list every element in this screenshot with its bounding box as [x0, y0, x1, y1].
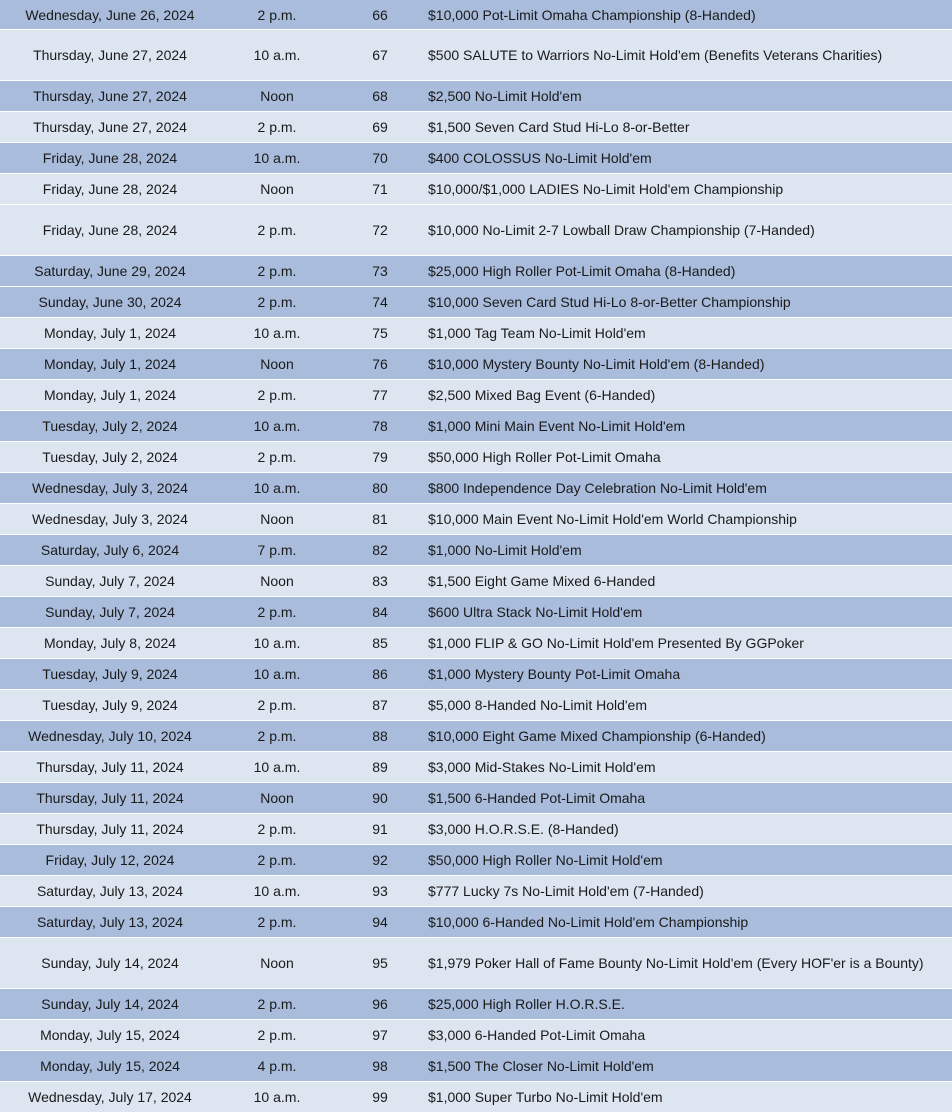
- event-time: 10 a.m.: [220, 752, 334, 783]
- event-time: 2 p.m.: [220, 907, 334, 938]
- event-date: Monday, July 15, 2024: [0, 1020, 220, 1051]
- event-date: Thursday, June 27, 2024: [0, 30, 220, 81]
- event-number: 87: [334, 690, 426, 721]
- event-date: Friday, June 28, 2024: [0, 143, 220, 174]
- event-name: $10,000 6-Handed No-Limit Hold'em Championship: [426, 907, 952, 938]
- event-name: $3,000 Mid-Stakes No-Limit Hold'em: [426, 752, 952, 783]
- event-time: Noon: [220, 566, 334, 597]
- event-name: $1,000 Mini Main Event No-Limit Hold'em: [426, 411, 952, 442]
- event-name: $1,000 FLIP & GO No-Limit Hold'em Presented By GGPoker: [426, 628, 952, 659]
- event-time: 2 p.m.: [220, 442, 334, 473]
- event-name: $50,000 High Roller No-Limit Hold'em: [426, 845, 952, 876]
- event-name: $1,500 Eight Game Mixed 6-Handed: [426, 566, 952, 597]
- table-row: [0, 112, 952, 143]
- event-name: $3,000 6-Handed Pot-Limit Omaha: [426, 1020, 952, 1051]
- event-name: $2,500 Mixed Bag Event (6-Handed): [426, 380, 952, 411]
- table-row: [0, 876, 952, 907]
- event-date: Thursday, July 11, 2024: [0, 814, 220, 845]
- event-name: $5,000 8-Handed No-Limit Hold'em: [426, 690, 952, 721]
- event-date: Saturday, July 13, 2024: [0, 907, 220, 938]
- event-time: Noon: [220, 783, 334, 814]
- event-time: 10 a.m.: [220, 30, 334, 81]
- event-time: 2 p.m.: [220, 845, 334, 876]
- event-name: $1,979 Poker Hall of Fame Bounty No-Limit Hold'em (Every HOF'er is a Bounty): [426, 938, 952, 989]
- event-number: 69: [334, 112, 426, 143]
- event-number: 93: [334, 876, 426, 907]
- table-row: [0, 256, 952, 287]
- table-row: [0, 783, 952, 814]
- event-time: 10 a.m.: [220, 1082, 334, 1113]
- event-number: 84: [334, 597, 426, 628]
- event-number: 68: [334, 81, 426, 112]
- event-date: Sunday, July 7, 2024: [0, 566, 220, 597]
- table-row: [0, 814, 952, 845]
- event-time: 10 a.m.: [220, 628, 334, 659]
- table-row: [0, 628, 952, 659]
- event-name: $10,000 Mystery Bounty No-Limit Hold'em (8-Handed): [426, 349, 952, 380]
- event-date: Friday, June 28, 2024: [0, 205, 220, 256]
- table-row: [0, 1051, 952, 1082]
- event-name: $1,000 Tag Team No-Limit Hold'em: [426, 318, 952, 349]
- event-time: Noon: [220, 938, 334, 989]
- table-row: [0, 659, 952, 690]
- event-time: 2 p.m.: [220, 1020, 334, 1051]
- event-time: 7 p.m.: [220, 535, 334, 566]
- event-number: 81: [334, 504, 426, 535]
- table-row: [0, 845, 952, 876]
- table-row: [0, 752, 952, 783]
- event-time: Noon: [220, 504, 334, 535]
- event-number: 74: [334, 287, 426, 318]
- event-name: $500 SALUTE to Warriors No-Limit Hold'em (Benefits Veterans Charities): [426, 30, 952, 81]
- event-date: Monday, July 1, 2024: [0, 318, 220, 349]
- event-number: 96: [334, 989, 426, 1020]
- event-name: $1,000 Mystery Bounty Pot-Limit Omaha: [426, 659, 952, 690]
- event-name: $2,500 No-Limit Hold'em: [426, 81, 952, 112]
- table-row: [0, 566, 952, 597]
- event-time: 10 a.m.: [220, 318, 334, 349]
- table-row: [0, 143, 952, 174]
- table-row: [0, 442, 952, 473]
- event-date: Sunday, June 30, 2024: [0, 287, 220, 318]
- event-name: $10,000/$1,000 LADIES No-Limit Hold'em Championship: [426, 174, 952, 205]
- table-row: [0, 721, 952, 752]
- event-time: Noon: [220, 349, 334, 380]
- table-row: [0, 205, 952, 256]
- event-name: $1,500 The Closer No-Limit Hold'em: [426, 1051, 952, 1082]
- table-row: [0, 938, 952, 989]
- event-date: Wednesday, July 10, 2024: [0, 721, 220, 752]
- table-row: [0, 989, 952, 1020]
- event-time: 2 p.m.: [220, 287, 334, 318]
- event-time: 2 p.m.: [220, 256, 334, 287]
- event-number: 78: [334, 411, 426, 442]
- event-date: Thursday, July 11, 2024: [0, 783, 220, 814]
- event-number: 66: [334, 0, 426, 30]
- event-name: $25,000 High Roller H.O.R.S.E.: [426, 989, 952, 1020]
- event-time: 10 a.m.: [220, 143, 334, 174]
- event-number: 75: [334, 318, 426, 349]
- event-date: Sunday, July 14, 2024: [0, 989, 220, 1020]
- event-number: 79: [334, 442, 426, 473]
- event-date: Tuesday, July 9, 2024: [0, 659, 220, 690]
- event-time: 2 p.m.: [220, 0, 334, 30]
- event-time: 4 p.m.: [220, 1051, 334, 1082]
- table-row: [0, 30, 952, 81]
- event-name: $50,000 High Roller Pot-Limit Omaha: [426, 442, 952, 473]
- event-date: Wednesday, July 3, 2024: [0, 473, 220, 504]
- event-name: $10,000 Main Event No-Limit Hold'em World Championship: [426, 504, 952, 535]
- event-number: 73: [334, 256, 426, 287]
- event-date: Wednesday, July 3, 2024: [0, 504, 220, 535]
- table-row: [0, 1020, 952, 1051]
- event-time: 10 a.m.: [220, 659, 334, 690]
- event-date: Friday, June 28, 2024: [0, 174, 220, 205]
- event-number: 71: [334, 174, 426, 205]
- table-row: [0, 907, 952, 938]
- event-name: $1,500 Seven Card Stud Hi-Lo 8-or-Better: [426, 112, 952, 143]
- event-number: 83: [334, 566, 426, 597]
- event-number: 99: [334, 1082, 426, 1113]
- event-date: Saturday, July 13, 2024: [0, 876, 220, 907]
- event-number: 85: [334, 628, 426, 659]
- event-name: $10,000 Seven Card Stud Hi-Lo 8-or-Better Championship: [426, 287, 952, 318]
- event-time: 2 p.m.: [220, 989, 334, 1020]
- table-row: [0, 597, 952, 628]
- event-time: 10 a.m.: [220, 876, 334, 907]
- event-name: $600 Ultra Stack No-Limit Hold'em: [426, 597, 952, 628]
- event-time: 2 p.m.: [220, 380, 334, 411]
- event-name: $3,000 H.O.R.S.E. (8-Handed): [426, 814, 952, 845]
- event-number: 70: [334, 143, 426, 174]
- event-name: $10,000 Pot-Limit Omaha Championship (8-Handed): [426, 0, 952, 30]
- event-date: Monday, July 15, 2024: [0, 1051, 220, 1082]
- event-number: 95: [334, 938, 426, 989]
- event-number: 90: [334, 783, 426, 814]
- table-row: [0, 287, 952, 318]
- event-date: Tuesday, July 2, 2024: [0, 411, 220, 442]
- event-time: 2 p.m.: [220, 690, 334, 721]
- event-number: 77: [334, 380, 426, 411]
- event-name: $1,500 6-Handed Pot-Limit Omaha: [426, 783, 952, 814]
- event-date: Thursday, June 27, 2024: [0, 112, 220, 143]
- table-row: [0, 535, 952, 566]
- event-name: $1,000 No-Limit Hold'em: [426, 535, 952, 566]
- table-row: [0, 411, 952, 442]
- table-row: [0, 504, 952, 535]
- event-number: 80: [334, 473, 426, 504]
- event-date: Tuesday, July 9, 2024: [0, 690, 220, 721]
- event-time: 2 p.m.: [220, 721, 334, 752]
- event-number: 76: [334, 349, 426, 380]
- event-time: Noon: [220, 81, 334, 112]
- event-number: 97: [334, 1020, 426, 1051]
- event-number: 72: [334, 205, 426, 256]
- event-date: Thursday, June 27, 2024: [0, 81, 220, 112]
- event-date: Saturday, June 29, 2024: [0, 256, 220, 287]
- event-name: $25,000 High Roller Pot-Limit Omaha (8-Handed): [426, 256, 952, 287]
- event-number: 94: [334, 907, 426, 938]
- event-time: 2 p.m.: [220, 597, 334, 628]
- table-row: [0, 690, 952, 721]
- event-name: $777 Lucky 7s No-Limit Hold'em (7-Handed): [426, 876, 952, 907]
- table-row: [0, 318, 952, 349]
- event-time: 2 p.m.: [220, 205, 334, 256]
- table-row: [0, 1082, 952, 1113]
- event-time: 2 p.m.: [220, 112, 334, 143]
- event-time: 10 a.m.: [220, 473, 334, 504]
- table-row: [0, 380, 952, 411]
- event-number: 89: [334, 752, 426, 783]
- event-date: Monday, July 1, 2024: [0, 349, 220, 380]
- event-date: Wednesday, June 26, 2024: [0, 0, 220, 30]
- event-date: Tuesday, July 2, 2024: [0, 442, 220, 473]
- table-row: [0, 0, 952, 30]
- event-date: Sunday, July 7, 2024: [0, 597, 220, 628]
- event-date: Sunday, July 14, 2024: [0, 938, 220, 989]
- event-number: 92: [334, 845, 426, 876]
- event-name: $1,000 Super Turbo No-Limit Hold'em: [426, 1082, 952, 1113]
- event-date: Saturday, July 6, 2024: [0, 535, 220, 566]
- event-time: Noon: [220, 174, 334, 205]
- event-name: $10,000 No-Limit 2-7 Lowball Draw Championship (7-Handed): [426, 205, 952, 256]
- event-name: $400 COLOSSUS No-Limit Hold'em: [426, 143, 952, 174]
- event-date: Monday, July 1, 2024: [0, 380, 220, 411]
- event-name: $800 Independence Day Celebration No-Limit Hold'em: [426, 473, 952, 504]
- event-name: $10,000 Eight Game Mixed Championship (6-Handed): [426, 721, 952, 752]
- event-date: Monday, July 8, 2024: [0, 628, 220, 659]
- table-row: [0, 349, 952, 380]
- event-number: 88: [334, 721, 426, 752]
- event-number: 98: [334, 1051, 426, 1082]
- event-time: 10 a.m.: [220, 411, 334, 442]
- table-row: [0, 473, 952, 504]
- event-number: 91: [334, 814, 426, 845]
- event-number: 67: [334, 30, 426, 81]
- event-time: 2 p.m.: [220, 814, 334, 845]
- event-date: Thursday, July 11, 2024: [0, 752, 220, 783]
- table-row: [0, 81, 952, 112]
- event-number: 86: [334, 659, 426, 690]
- table-row: [0, 174, 952, 205]
- event-date: Friday, July 12, 2024: [0, 845, 220, 876]
- event-date: Wednesday, July 17, 2024: [0, 1082, 220, 1113]
- event-number: 82: [334, 535, 426, 566]
